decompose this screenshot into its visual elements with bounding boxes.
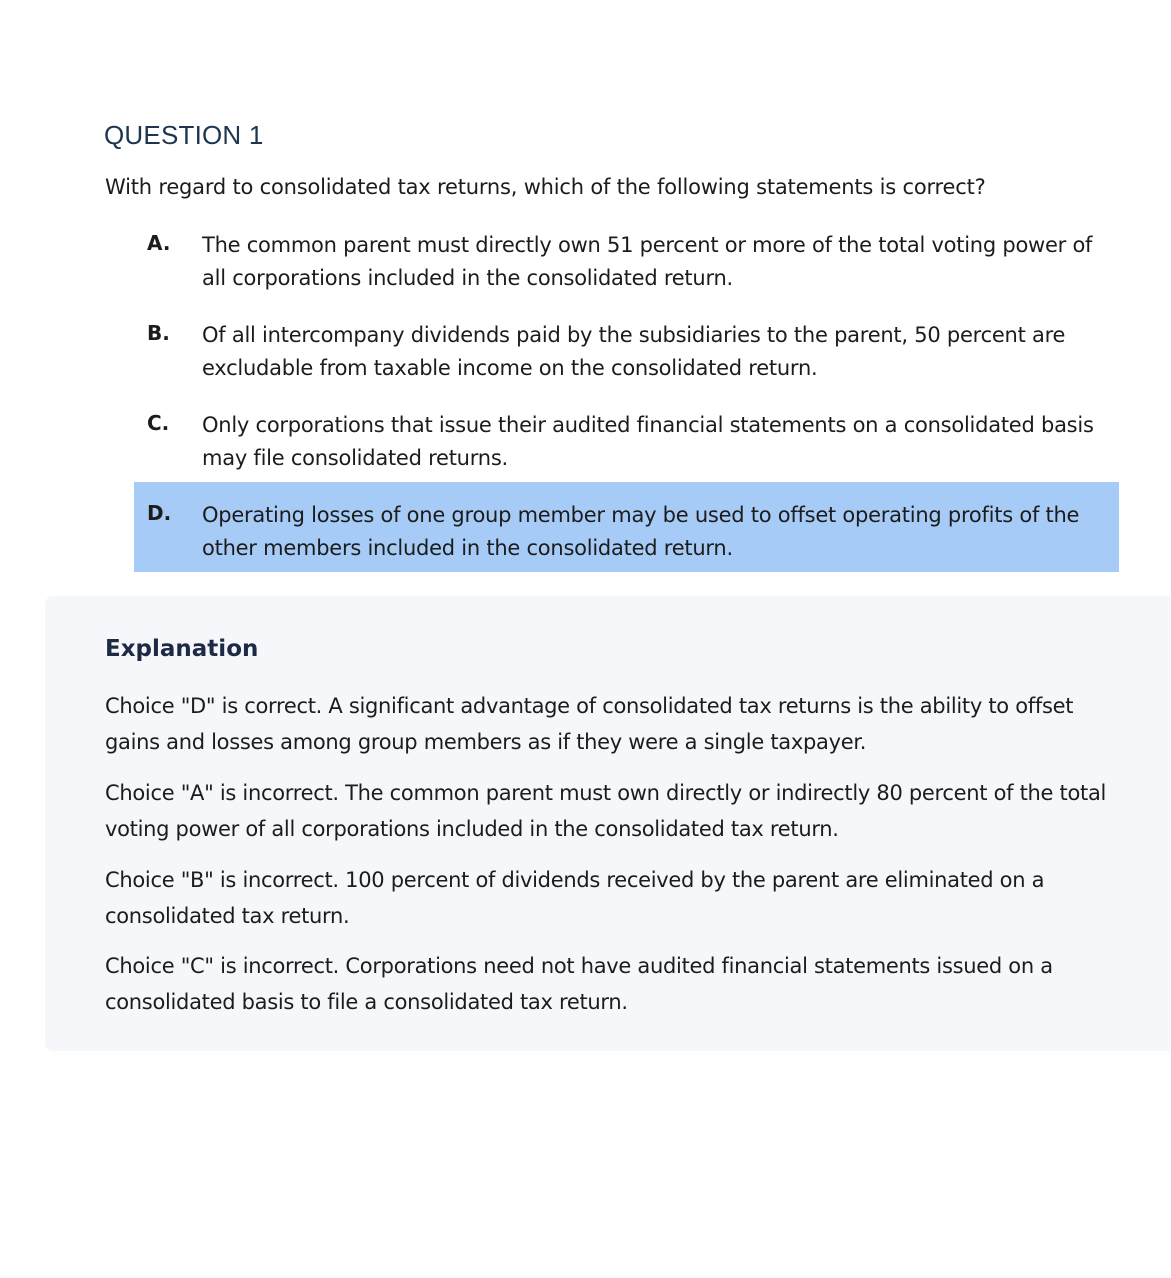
choice-letter: B. xyxy=(147,321,170,345)
question-stem: With regard to consolidated tax returns, which of the following statements is correct? xyxy=(105,175,986,199)
explanation-panel xyxy=(45,596,1171,1051)
answer-choice-b[interactable] xyxy=(134,302,1119,392)
answer-choice-a[interactable] xyxy=(134,212,1119,302)
choice-text: The common parent must directly own 51 percent or more of the total voting power of all corporations included in the consolidated return. xyxy=(202,233,1093,290)
explanation-paragraph-b: Choice "B" is incorrect. 100 percent of dividends received by the parent are eliminated on a consolidated tax return. xyxy=(105,868,1045,928)
choice-text: Operating losses of one group member may be used to offset operating profits of the other members included in the consolidated return. xyxy=(202,503,1080,560)
explanation-paragraph-d: Choice "D" is correct. A significant advantage of consolidated tax returns is the ability to offset gains and losses among group members as if they were a single taxpayer. xyxy=(105,694,1074,754)
choice-letter: A. xyxy=(147,231,171,255)
choice-text: Only corporations that issue their audited financial statements on a consolidated basis may file consolidated returns. xyxy=(202,413,1094,470)
answer-choice-d-selected[interactable] xyxy=(134,482,1119,572)
explanation-paragraph-a: Choice "A" is incorrect. The common parent must own directly or indirectly 80 percent of the total voting power of all corporations included in the consolidated tax return. xyxy=(105,781,1107,841)
question-number-heading: QUESTION 1 xyxy=(104,120,264,150)
answer-choice-c[interactable] xyxy=(134,392,1119,482)
answer-choices-list xyxy=(134,212,1119,572)
explanation-title: Explanation xyxy=(105,636,259,662)
choice-letter: D. xyxy=(147,501,172,525)
explanation-paragraph-c: Choice "C" is incorrect. Corporations need not have audited financial statements issued on a consolidated basis to file a consolidated tax return. xyxy=(105,954,1053,1014)
choice-letter: C. xyxy=(147,411,170,435)
choice-text: Of all intercompany dividends paid by the subsidiaries to the parent, 50 percent are excludable from taxable income on the consolidated return. xyxy=(202,323,1066,380)
